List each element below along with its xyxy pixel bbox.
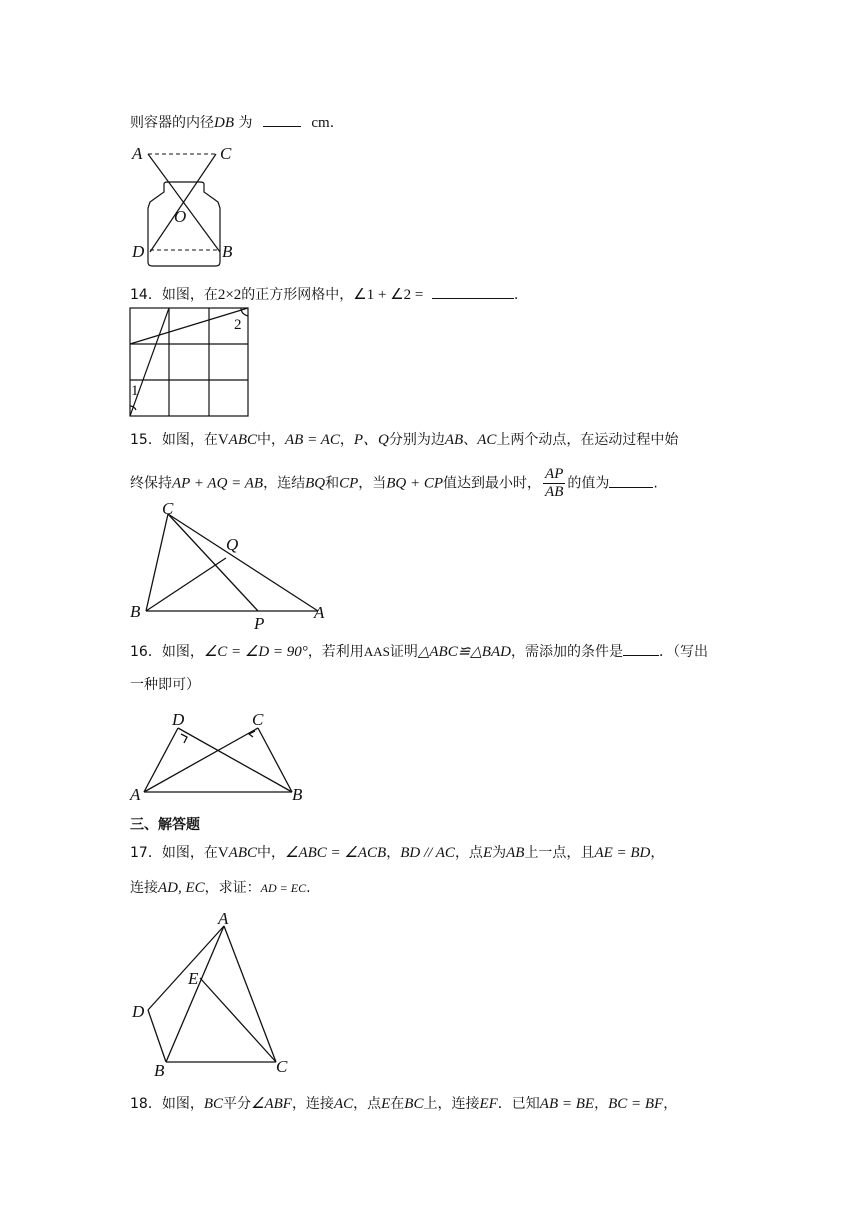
- q16-text-2: 一种即可）: [130, 677, 200, 693]
- fig16-label-d: D: [172, 710, 185, 729]
- q15-line-2: [130, 466, 658, 500]
- q13-text: 则容器的内径: [130, 115, 214, 131]
- figure-17: [128, 906, 298, 1078]
- q15-text-2e: 值达到最小时，: [443, 475, 542, 492]
- fig17-label-d: D: [132, 1002, 145, 1021]
- q18-text-i: ，: [594, 1096, 609, 1112]
- q15-fraction: [543, 466, 565, 501]
- q16-answer-blank[interactable]: [623, 641, 659, 656]
- q15-ab: AB: [444, 432, 464, 448]
- q15-answer-blank[interactable]: [609, 473, 653, 488]
- q18-text-h: ．已知: [497, 1096, 540, 1112]
- q16-line-1: [130, 641, 708, 662]
- q18-eq1: AB = BE: [539, 1096, 595, 1112]
- q15-text-2b: ，连结: [263, 475, 306, 492]
- q17-line-2: [130, 878, 311, 898]
- fig16-label-b: B: [292, 785, 303, 804]
- fig17-label-c: C: [276, 1057, 288, 1076]
- fig15-label-q: Q: [226, 535, 239, 554]
- q15-text-e: 上两个动点，在运动过程中始: [496, 432, 679, 448]
- fig16-label-c: C: [252, 710, 264, 729]
- q17-text-d: ，点: [454, 845, 483, 861]
- q14-answer-blank[interactable]: [432, 284, 514, 299]
- q13-mid: 为: [234, 115, 253, 131]
- q14-text: 的正方形网格中，: [241, 287, 354, 303]
- q18-line: [130, 1094, 677, 1114]
- fig15-label-p: P: [254, 614, 265, 633]
- figure-14-grid: [128, 306, 252, 420]
- q15-text-b: 中，: [257, 432, 286, 448]
- q15-eq1: AB = AC: [285, 432, 340, 448]
- q18-text-d: ，点: [353, 1096, 382, 1112]
- q13-line: [130, 112, 334, 133]
- q17-ab: AB: [506, 845, 525, 861]
- q17-end: .: [306, 880, 311, 896]
- fig15-label-c: C: [162, 500, 174, 518]
- q16-text-e: ．（写出: [658, 644, 708, 660]
- q18-bc: BC: [203, 1096, 223, 1112]
- q17-number: 17．如图，在: [130, 845, 218, 861]
- q17-eq2: AE = BD: [594, 845, 651, 861]
- q18-text-b: 平分: [223, 1096, 251, 1112]
- q18-angle: ∠ABF: [251, 1096, 292, 1112]
- q15-sum: BQ + CP: [386, 475, 444, 492]
- q17-e: E: [482, 845, 493, 861]
- q15-text-2d: ，当: [358, 475, 387, 492]
- q18-e: E: [381, 1096, 391, 1112]
- q16-text-b: ，若利用: [307, 644, 364, 660]
- q17-text-g: ，: [650, 845, 665, 861]
- q18-text-j: ，: [663, 1096, 678, 1112]
- q16-text-d: ，需添加的条件是: [510, 644, 623, 660]
- section-heading: 三、解答题: [130, 817, 200, 833]
- fig13-label-c: C: [220, 144, 232, 163]
- q18-text-g: 上，连接: [423, 1096, 480, 1112]
- q15-text-2f: 的值为: [567, 475, 610, 492]
- q14-end: .: [513, 287, 519, 303]
- q15-frac-num: AP: [545, 466, 564, 482]
- q15-cp: CP: [339, 475, 359, 492]
- q15-ac: AC: [477, 432, 497, 448]
- fig14-angle-2: 2: [234, 317, 242, 333]
- fig14-angle-1: 1: [131, 383, 139, 399]
- q16-text-c: 证明: [389, 644, 418, 660]
- fig15-label-a: A: [314, 603, 325, 622]
- q17-parallel: BD // AC: [400, 845, 455, 861]
- fig17-label-b: B: [154, 1061, 165, 1078]
- figure-16: [128, 708, 318, 804]
- q15-text-d: 分别为边: [388, 432, 445, 448]
- q15-frac-den: AB: [545, 484, 564, 500]
- q16-congruence: △ABC≌△BAD: [417, 644, 511, 660]
- q14-size: 2×2: [217, 287, 242, 303]
- q18-eq2: BC = BF: [608, 1096, 664, 1112]
- q15-line-1: [130, 430, 678, 450]
- q15-text-2a: 终保持: [130, 475, 172, 492]
- fig13-label-a: A: [132, 144, 143, 163]
- q17-goal: AD = EC: [260, 881, 307, 895]
- q17-text-2a: 连接: [130, 880, 158, 896]
- q15-number: 15．如图，在: [130, 432, 218, 448]
- q17-text-c: ，: [386, 845, 401, 861]
- q18-ef: EF: [479, 1096, 498, 1112]
- q17-text-b: 中，: [257, 845, 286, 861]
- q17-triangle-symbol: V: [217, 845, 229, 861]
- q16-line-2: [130, 675, 200, 695]
- q13-unit: cm: [311, 115, 330, 131]
- q17-text-f: 上一点，且: [524, 845, 595, 861]
- fig17-label-e: E: [188, 969, 199, 988]
- q13-seg: DB: [214, 115, 234, 131]
- fig15-label-b: B: [130, 602, 141, 621]
- q15-sep: 、: [463, 432, 478, 448]
- q17-triangle: ABC: [228, 845, 258, 861]
- q18-text-c: ，连接: [291, 1096, 334, 1112]
- q15-pq: P、Q: [353, 432, 389, 448]
- fig13-label-b: B: [222, 242, 233, 261]
- q15-end: .: [653, 475, 658, 492]
- q18-ac: AC: [333, 1096, 354, 1112]
- q13-answer-blank[interactable]: [263, 112, 301, 127]
- fig13-label-d: D: [132, 242, 145, 261]
- q16-angles: ∠C = ∠D = 90°: [203, 644, 308, 660]
- q15-triangle-symbol: V: [217, 432, 229, 448]
- q16-aas: AAS: [363, 644, 390, 659]
- q14-line: [130, 284, 518, 305]
- q17-line-1: [130, 843, 664, 863]
- q17-text-2b: ，求证：: [204, 880, 261, 896]
- q15-eq2: AP + AQ = AB: [172, 475, 264, 492]
- q15-text-c: ，: [339, 432, 354, 448]
- figure-15: [128, 500, 338, 634]
- q14-expr: ∠1 + ∠2 =: [353, 287, 424, 303]
- q15-triangle: ABC: [228, 432, 258, 448]
- q17-eq1: ∠ABC = ∠ACB: [285, 845, 387, 861]
- fig17-label-a: A: [218, 909, 229, 928]
- q14-number: 14．如图，在: [130, 287, 218, 303]
- figure-13: [128, 140, 238, 272]
- q18-number: 18．如图，: [130, 1096, 204, 1112]
- q18-bc2: BC: [404, 1096, 424, 1112]
- q15-bq: BQ: [305, 475, 326, 492]
- q16-number: 16．如图，: [130, 644, 204, 660]
- q15-text-2c: 和: [325, 475, 340, 492]
- q17-segments: AD, EC: [158, 880, 205, 896]
- q17-text-e: 为: [492, 845, 507, 861]
- q13-end: .: [329, 115, 335, 131]
- fig13-label-o: O: [174, 207, 187, 226]
- fig16-label-a: A: [130, 785, 141, 804]
- q18-text-f: 在: [390, 1096, 405, 1112]
